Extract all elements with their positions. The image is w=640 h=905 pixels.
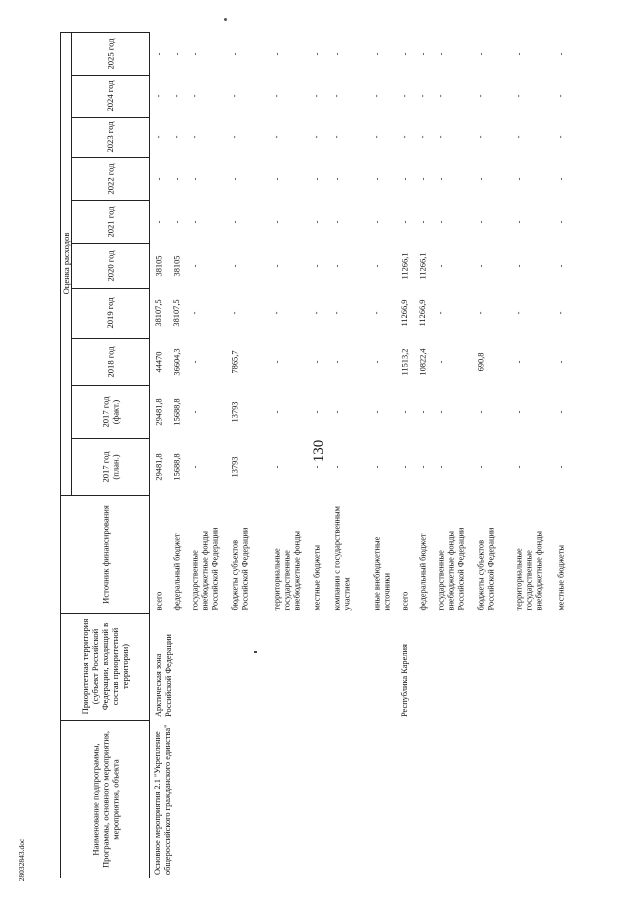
- value-cell: -: [476, 52, 485, 55]
- source-label: государственные внебюджетные фонды Российской Федерации: [190, 527, 219, 610]
- value-cell: -: [476, 264, 485, 267]
- value-cell: -: [418, 220, 427, 223]
- value-cell: 36604,3: [172, 347, 181, 376]
- document-id: 28032843.doc: [17, 838, 26, 882]
- value-cell: -: [556, 311, 565, 315]
- value-cell: -: [372, 94, 381, 98]
- value-cell: -: [332, 94, 341, 98]
- value-cell: -: [154, 177, 163, 180]
- territory-name: Республика Карелия: [400, 644, 409, 717]
- value-cell: -: [272, 94, 281, 98]
- value-cell: -: [230, 94, 239, 98]
- source-label: бюджеты субъектов Российской Федерации: [230, 527, 249, 610]
- value-cell: -: [272, 311, 281, 315]
- year-header: 2021 год: [105, 205, 115, 238]
- value-cell: -: [436, 311, 445, 315]
- value-cell: -: [418, 52, 427, 55]
- value-cell: -: [436, 135, 445, 139]
- value-cell: -: [190, 135, 199, 139]
- value-cell: -: [312, 410, 321, 413]
- value-cell: -: [312, 264, 321, 267]
- value-cell: 29481,8: [154, 452, 163, 481]
- value-cell: -: [514, 311, 523, 315]
- source-label: территориальные государственные внебюджетные фонды: [272, 530, 301, 610]
- value-cell: 11266,9: [400, 299, 409, 327]
- value-cell: -: [514, 177, 523, 180]
- value-cell: -: [556, 94, 565, 98]
- value-cell: -: [272, 264, 281, 267]
- value-cell: -: [514, 410, 523, 413]
- value-cell: -: [190, 360, 199, 363]
- value-cell: -: [400, 94, 409, 98]
- value-cell: -: [190, 264, 199, 267]
- value-cell: 15688,8: [172, 452, 181, 481]
- value-cell: -: [190, 94, 199, 98]
- value-cell: -: [514, 220, 523, 223]
- value-cell: 38105: [172, 255, 181, 276]
- value-cell: -: [372, 311, 381, 315]
- value-cell: -: [476, 94, 485, 98]
- value-cell: -: [332, 410, 341, 413]
- value-cell: -: [418, 94, 427, 98]
- value-cell: -: [230, 311, 239, 315]
- value-cell: 7865,7: [230, 349, 239, 374]
- value-cell: -: [372, 264, 381, 267]
- header-name: Наименование подпрограммы, Программы, основного мероприятия, мероприятия, объекта: [89, 730, 120, 868]
- source-label: местные бюджеты: [556, 544, 565, 610]
- value-cell: -: [332, 360, 341, 363]
- source-label: федеральный бюджет: [172, 532, 181, 610]
- source-label: территориальные государственные внебюджетные фонды: [514, 530, 543, 610]
- value-cell: 11266,9: [418, 299, 427, 327]
- value-cell: -: [272, 410, 281, 413]
- value-cell: -: [476, 311, 485, 315]
- value-cell: -: [372, 410, 381, 413]
- value-cell: -: [418, 410, 427, 413]
- value-cell: -: [372, 220, 381, 223]
- year-header: 2023 год: [105, 121, 115, 153]
- value-cell: 10822,4: [418, 347, 427, 376]
- value-cell: -: [556, 465, 565, 468]
- value-cell: -: [436, 52, 445, 55]
- value-cell: -: [154, 94, 163, 98]
- value-cell: -: [556, 52, 565, 55]
- value-cell: 690,8: [476, 352, 485, 371]
- value-cell: -: [172, 94, 181, 98]
- value-cell: -: [312, 311, 321, 315]
- value-cell: -: [514, 360, 523, 363]
- value-cell: -: [272, 360, 281, 363]
- value-cell: -: [400, 465, 409, 468]
- value-cell: -: [372, 465, 381, 468]
- source-label: местные бюджеты: [312, 544, 321, 610]
- value-cell: -: [436, 360, 445, 363]
- value-cell: -: [476, 410, 485, 413]
- value-cell: 11266,1: [418, 252, 427, 279]
- value-cell: 38107,5: [172, 299, 181, 327]
- source-label: бюджеты субъектов Российской Федерации: [476, 527, 495, 610]
- value-cell: -: [436, 465, 445, 468]
- value-cell: -: [230, 177, 239, 180]
- value-cell: -: [332, 135, 341, 139]
- value-cell: -: [476, 465, 485, 468]
- value-cell: -: [172, 52, 181, 55]
- value-cell: -: [172, 135, 181, 139]
- source-label: федеральный бюджет: [418, 532, 427, 610]
- value-cell: -: [372, 135, 381, 139]
- value-cell: -: [190, 311, 199, 315]
- value-cell: -: [190, 177, 199, 180]
- value-cell: -: [400, 410, 409, 413]
- value-cell: -: [190, 52, 199, 55]
- value-cell: -: [514, 52, 523, 55]
- value-cell: -: [190, 410, 199, 413]
- value-cell: -: [332, 220, 341, 223]
- value-cell: -: [400, 177, 409, 180]
- value-cell: -: [332, 264, 341, 267]
- value-cell: -: [230, 264, 239, 267]
- scan-mark: [224, 18, 227, 21]
- value-cell: -: [312, 220, 321, 223]
- value-cell: -: [400, 220, 409, 223]
- year-header: 2020 год: [105, 249, 115, 282]
- header-estimate: Оценка расходов: [60, 232, 71, 295]
- value-cell: -: [556, 360, 565, 363]
- value-cell: -: [312, 465, 321, 468]
- value-cell: -: [556, 410, 565, 413]
- page-number: 130: [311, 439, 327, 463]
- value-cell: -: [556, 177, 565, 180]
- value-cell: -: [556, 135, 565, 139]
- source-label: компании с государственным участием: [332, 505, 351, 610]
- value-cell: 11266,1: [400, 252, 409, 279]
- value-cell: -: [514, 94, 523, 98]
- value-cell: -: [272, 220, 281, 223]
- stray-mark: [254, 651, 257, 653]
- value-cell: -: [312, 135, 321, 139]
- value-cell: -: [332, 311, 341, 315]
- year-header: 2025 год: [105, 37, 115, 70]
- value-cell: -: [230, 135, 239, 139]
- value-cell: 15688,8: [172, 397, 181, 426]
- source-label: иные внебюджетные источники: [372, 536, 391, 610]
- value-cell: 38107,5: [154, 299, 163, 327]
- territory-name: Арктическая зона Российской Федерации: [154, 634, 173, 717]
- value-cell: 13793: [230, 401, 239, 422]
- value-cell: -: [312, 94, 321, 98]
- value-cell: -: [556, 220, 565, 223]
- value-cell: 29481,8: [154, 397, 163, 426]
- value-cell: -: [154, 220, 163, 223]
- value-cell: -: [272, 135, 281, 139]
- year-header: 2017 год (факт.): [100, 395, 120, 428]
- value-cell: 44470: [154, 351, 163, 372]
- value-cell: -: [476, 220, 485, 223]
- value-cell: -: [436, 220, 445, 223]
- header-territory: Приоритетная территория (субъект Российской Федерации, входящий в состав приоритетной территории): [79, 618, 130, 715]
- value-cell: -: [272, 465, 281, 468]
- year-header: 2024 год: [105, 80, 115, 112]
- value-cell: -: [400, 52, 409, 55]
- value-cell: 13793: [230, 456, 239, 477]
- value-cell: -: [556, 264, 565, 267]
- source-label: всего: [154, 591, 163, 610]
- value-cell: -: [332, 52, 341, 55]
- value-cell: -: [514, 135, 523, 139]
- value-cell: -: [418, 135, 427, 139]
- value-cell: -: [514, 264, 523, 267]
- source-label: всего: [400, 591, 409, 610]
- value-cell: -: [436, 177, 445, 180]
- value-cell: -: [476, 135, 485, 139]
- value-cell: -: [332, 177, 341, 180]
- value-cell: -: [154, 135, 163, 139]
- value-cell: -: [476, 177, 485, 180]
- value-cell: -: [332, 465, 341, 468]
- value-cell: -: [190, 220, 199, 223]
- value-cell: 38105: [154, 255, 163, 276]
- value-cell: -: [172, 177, 181, 180]
- year-header: 2019 год: [105, 297, 115, 329]
- value-cell: -: [436, 264, 445, 267]
- value-cell: -: [514, 465, 523, 468]
- source-label: государственные внебюджетные фонды Российской Федерации: [436, 527, 465, 610]
- header-source: Источник финансирования: [99, 504, 110, 604]
- value-cell: -: [418, 177, 427, 180]
- value-cell: -: [312, 360, 321, 363]
- value-cell: -: [172, 220, 181, 223]
- value-cell: -: [230, 220, 239, 223]
- value-cell: -: [400, 135, 409, 139]
- value-cell: 11513,2: [400, 348, 409, 375]
- value-cell: -: [372, 360, 381, 363]
- year-header: 2017 год (план.): [100, 450, 120, 483]
- value-cell: -: [190, 465, 199, 468]
- value-cell: -: [436, 94, 445, 98]
- value-cell: -: [272, 177, 281, 180]
- year-header: 2018 год: [105, 345, 115, 378]
- value-cell: -: [312, 177, 321, 180]
- value-cell: -: [272, 52, 281, 55]
- year-header: 2022 год: [105, 162, 115, 195]
- value-cell: -: [436, 410, 445, 413]
- value-cell: -: [372, 52, 381, 55]
- value-cell: -: [230, 52, 239, 55]
- value-cell: -: [154, 52, 163, 55]
- measure-name: Основное мероприятия 2.1 "Укрепление общероссийского гражданского единства": [153, 724, 172, 875]
- value-cell: -: [418, 465, 427, 468]
- value-cell: -: [372, 177, 381, 180]
- value-cell: -: [312, 52, 321, 55]
